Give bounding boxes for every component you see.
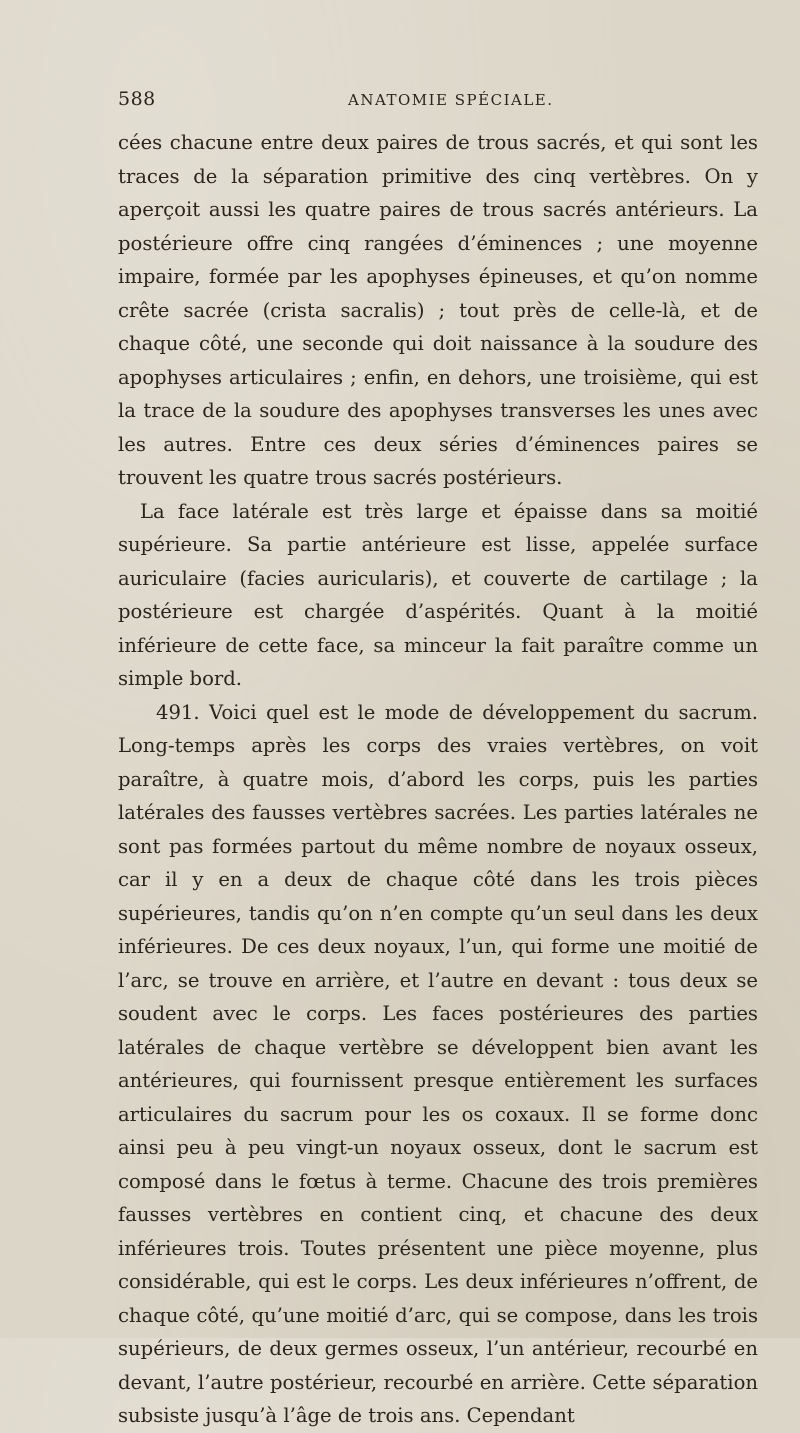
running-head: ANATOMIE SPÉCIALE. [348,91,554,109]
page-number: 588 [118,88,156,110]
page-header [118,88,758,118]
paragraph-lateral-face: La face latérale est très large et épaisse dans sa moitié supérieure. Sa partie antérieure est lisse, appelée surface auriculaire (facies auricularis), et couverte de cartilage ; la postérieure est chargée d’aspérités. Quant à la moitié inférieure de cette face, sa minceur la fait paraître comme un simple bord. [118,499,758,690]
paragraph-491-development: 491. Voici quel est le mode de développement du sacrum. Long-temps après les corps des vraies vertèbres, on voit paraître, à quatre mois, d’abord les corps, puis les parties latérales des fausses vertèbres sacrées. Les parties latérales ne sont pas formées partout du même nombre de noyaux osseux, car il y en a deux de chaque côté dans les trois pièces supérieures, tandis qu’on n’en compte qu’un seul dans les deux inférieures. De ces deux noyaux, l’un, qui forme une moitié de l’arc, se trouve en arrière, et l’autre en devant : tous deux se soudent avec le corps. Les faces postérieures des parties latérales de chaque vertèbre se développent bien avant les antérieures, qui fournissent presque entièrement les surfaces articulaires du sacrum pour les os coxaux. Il se forme donc ainsi peu à peu vingt-un noyaux osseux, dont le sacrum est composé dans le fœtus à terme. Chacune des trois premières fausses vertèbres en contient cinq, et chacune des deux inférieures trois. Toutes présentent une pièce moyenne, plus considérable, qui est le corps. Les deux inférieures n’offrent, de chaque côté, qu’une moitié d’arc, qui se compose, dans les trois supérieurs, de deux germes osseux, l’un antérieur, recourbé en devant, l’autre postérieur, recourbé en arrière. Cette séparation subsiste jusqu’à l’âge de trois ans. Cependant [118,700,758,1427]
body-text [118,126,758,1433]
paragraph-continued: cées chacune entre deux paires de trous sacrés, et qui sont les traces de la séparation primitive des cinq vertèbres. On y aperçoit aussi les quatre paires de trous sacrés antérieurs. La postérieure offre cinq rangées d’éminences ; une moyenne impaire, formée par les apophyses épineuses, et qu’on nomme crête sacrée (crista sacralis) ; tout près de celle-là, et de chaque côté, une seconde qui doit naissance à la soudure des apophyses articulaires ; enfin, en dehors, une troisième, qui est la trace de la soudure des apophyses transverses les unes avec les autres. Entre ces deux séries d’éminences paires se trouvent les quatre trous sacrés postérieurs. [118,131,758,489]
